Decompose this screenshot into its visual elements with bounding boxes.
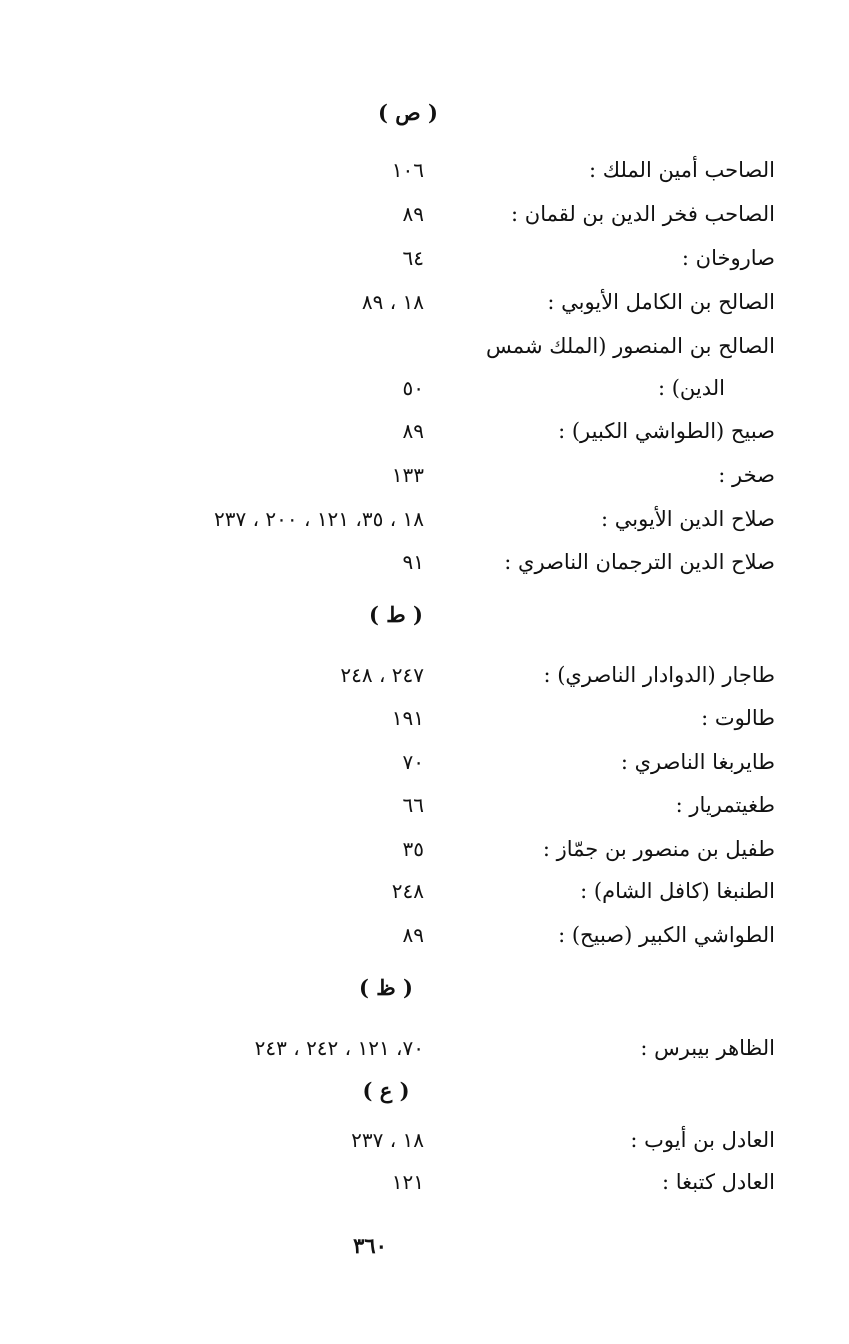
entry-name: طالوت :: [701, 706, 775, 730]
index-entry: [0, 1167, 849, 1207]
entry-name: طايربغا الناصري :: [620, 750, 775, 774]
section-heading-ain: ( ع ): [362, 1078, 410, 1103]
section-heading-za: ( ظ ): [359, 975, 413, 1000]
entry-name: صلاح الدين الأيوبي :: [601, 507, 775, 531]
entry-pages: ٥٠: [402, 376, 424, 400]
entry-name: طاجار (الدوادار الناصري) :: [543, 663, 775, 687]
entry-name: الظاهر بيبرس :: [640, 1036, 775, 1060]
index-entry: [0, 287, 849, 327]
entry-pages: ١٠٦: [391, 158, 424, 182]
entry-name: الصاحب فخر الدين بن لقمان :: [511, 202, 775, 226]
entry-name: العادل كتبغا :: [662, 1170, 775, 1194]
index-entry: [0, 790, 849, 830]
entry-pages: ١٩١: [391, 706, 424, 730]
entry-pages: ٩١: [402, 550, 424, 574]
entry-pages: ١٨ ، ٣٥، ١٢١ ، ٢٠٠ ، ٢٣٧: [214, 507, 424, 531]
entry-name: طغيتمريار :: [675, 793, 775, 817]
entry-pages: ٢٤٨: [391, 879, 424, 903]
entry-pages: ١٨ ، ٨٩: [361, 290, 424, 314]
index-entry: [0, 460, 849, 500]
entry-name: الدين) :: [657, 376, 725, 400]
index-entry: [0, 876, 849, 916]
index-entry: [0, 920, 849, 960]
entry-name: العادل بن أيوب :: [630, 1128, 775, 1152]
entry-pages: ٧٠: [402, 750, 424, 774]
entry-pages: ١٢١: [391, 1170, 424, 1194]
index-entry: [0, 747, 849, 787]
entry-name: الطواشي الكبير (صبيح) :: [558, 923, 775, 947]
index-entry: [0, 660, 849, 700]
entry-pages: ٢٤٧ ، ٢٤٨: [340, 663, 424, 687]
entry-pages: ٨٩: [402, 419, 424, 443]
section-heading-sad: ( ص ): [378, 100, 438, 125]
index-entry: [0, 416, 849, 456]
entry-name: صاروخان :: [681, 246, 775, 270]
index-entry: [0, 1033, 849, 1073]
entry-name: الصالح بن المنصور (الملك شمس: [486, 334, 775, 358]
entry-pages: ٧٠، ١٢١ ، ٢٤٢ ، ٢٤٣: [254, 1036, 424, 1060]
index-entry: [0, 373, 849, 413]
entry-name: طفيل بن منصور بن جمّاز :: [542, 837, 775, 861]
index-entry: [0, 1125, 849, 1165]
entry-name: صبيح (الطواشي الكبير) :: [558, 419, 775, 443]
index-entry: [0, 547, 849, 587]
entry-pages: ١٣٣: [391, 463, 424, 487]
entry-pages: ٦٤: [402, 246, 424, 270]
entry-name: الصاحب أمين الملك :: [589, 158, 775, 182]
entry-name: صخر :: [718, 463, 775, 487]
index-entry: [0, 243, 849, 283]
entry-pages: ٨٩: [402, 923, 424, 947]
index-entry: [0, 199, 849, 239]
index-entry: [0, 155, 849, 195]
index-entry: [0, 834, 849, 874]
entry-name: الصالح بن الكامل الأيوبي :: [547, 290, 775, 314]
entry-pages: ٦٦: [402, 793, 424, 817]
entry-pages: ٨٩: [402, 202, 424, 226]
section-heading-ta: ( ط ): [369, 602, 423, 627]
page-number: ٣٦٠: [353, 1233, 387, 1258]
entry-name: الطنبغا (كافل الشام) :: [580, 879, 775, 903]
index-entry: [0, 331, 849, 371]
entry-pages: ٣٥: [402, 837, 424, 861]
entry-pages: ١٨ ، ٢٣٧: [351, 1128, 424, 1152]
index-entry: [0, 703, 849, 743]
index-entry: [0, 504, 849, 544]
entry-name: صلاح الدين الترجمان الناصري :: [504, 550, 775, 574]
